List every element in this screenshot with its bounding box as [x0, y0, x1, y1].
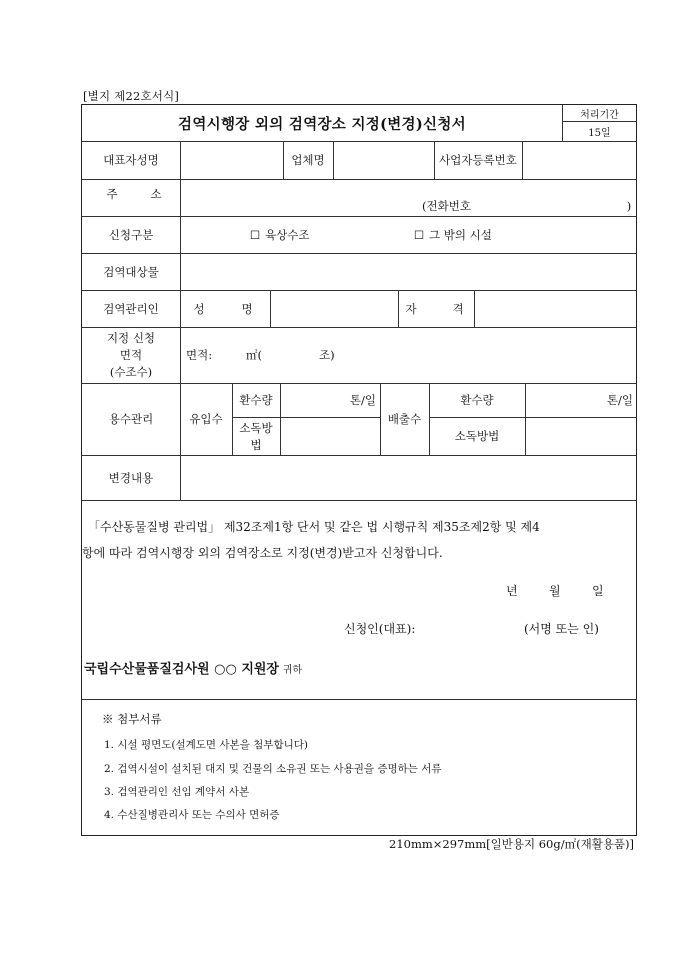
- quarantine-target-field[interactable]: [180, 253, 637, 290]
- application-form: [81, 104, 637, 836]
- address-label-right: 소: [150, 187, 162, 201]
- other-facility-option-label: 그 밖의 시설: [429, 227, 492, 242]
- recipient-suffix: 귀하: [282, 665, 303, 676]
- inflow-disinfect-label-line1: 소독방: [239, 420, 273, 435]
- processing-period-value: 15일: [588, 127, 611, 139]
- area-input-label: 면적:: [186, 348, 213, 362]
- inflow-disinfect-label-line2: 법: [250, 437, 262, 452]
- application-type-label: 신청구분: [108, 227, 154, 242]
- attachment-item: 2. 검역시설이 설치된 대지 및 건물의 소유권 또는 사용권을 증명하는 서류: [104, 763, 442, 775]
- form-number-label: [별지 제22호서식]: [83, 89, 180, 103]
- declaration-line-2: 항에 따라 검역시행장 외의 검역장소로 지정(변경)받고자 신청합니다.: [82, 546, 443, 560]
- paper-spec-footer: 210mm×297mm[일반용지 60g/㎡(재활용품)]: [389, 837, 634, 851]
- attachment-item: 4. 수산질병관리사 또는 수의사 면허증: [104, 809, 280, 821]
- manager-qualification-field[interactable]: [474, 290, 637, 327]
- inflow-disinfect-field[interactable]: [280, 417, 380, 455]
- designated-area-label-line1: 지정 신청: [106, 330, 156, 345]
- address-field[interactable]: [180, 179, 637, 216]
- land-tank-option-label: 육상수조: [265, 227, 310, 242]
- tank-count-unit-label: 조): [319, 348, 335, 362]
- representative-name-field[interactable]: [180, 141, 283, 179]
- declaration-line-1: 「수산동물질병 관리법」 제32조제1항 단서 및 같은 법 시행규칙 제35조제2항 및 제4: [88, 520, 540, 534]
- manager-name-label-a: 성: [193, 301, 205, 316]
- signature-label: (서명 또는 인): [524, 622, 599, 636]
- phone-close-paren: ): [626, 199, 632, 213]
- representative-name-label: 대표자성명: [103, 153, 159, 167]
- date-day-label: 일: [592, 584, 604, 598]
- company-name-field[interactable]: [333, 141, 434, 179]
- applicant-label: 신청인(대표):: [344, 622, 416, 636]
- discharge-exchange-label: 환수량: [460, 393, 494, 407]
- attachment-item: 3. 검역관리인 선임 계약서 사본: [104, 786, 250, 798]
- phone-number-label: (전화번호: [422, 199, 471, 213]
- discharge-disinfect-label: 소독방법: [454, 429, 500, 443]
- discharge-exchange-unit: 톤/일: [606, 393, 633, 407]
- manager-name-label-b: 명: [241, 301, 253, 316]
- inflow-water-label: 유입수: [189, 412, 223, 426]
- attachments-header: ※ 첨부서류: [102, 712, 162, 726]
- land-tank-checkbox[interactable]: ☐: [249, 227, 261, 242]
- other-facility-checkbox[interactable]: ☐: [413, 227, 425, 242]
- business-number-label: 사업자등록번호: [439, 153, 517, 167]
- water-management-label: 용수관리: [108, 412, 154, 426]
- manager-qualification-label-a: 자: [405, 301, 417, 316]
- discharge-disinfect-field[interactable]: [525, 417, 637, 455]
- change-details-field[interactable]: [180, 455, 637, 500]
- designated-area-label-line3: (수조수): [109, 365, 153, 379]
- inflow-exchange-label: 환수량: [239, 393, 273, 407]
- manager-name-field[interactable]: [270, 290, 398, 327]
- attachment-item: 1. 시설 평면도(설계도면 사본을 첨부합니다): [104, 739, 308, 751]
- recipient-name: 국립수산물품질검사원 ○○ 지원장: [84, 662, 279, 677]
- company-name-label: 업체명: [291, 153, 325, 167]
- inflow-exchange-unit: 톤/일: [349, 393, 376, 407]
- address-label-left: 주: [106, 187, 118, 201]
- discharge-water-label: 배출수: [387, 412, 422, 426]
- quarantine-manager-label: 검역관리인: [103, 301, 159, 316]
- designated-area-label-line2: 면적: [119, 347, 143, 362]
- quarantine-target-label: 검역대상물: [103, 264, 159, 279]
- manager-qualification-label-b: 격: [452, 301, 464, 316]
- form-title: 검역시행장 외의 검역장소 지정(변경)신청서: [178, 115, 466, 133]
- change-details-label: 변경내용: [108, 470, 154, 485]
- area-unit-label: ㎡(: [246, 348, 262, 362]
- date-month-label: 월: [549, 584, 561, 598]
- processing-period-label: 처리기간: [580, 109, 619, 121]
- business-number-field[interactable]: [522, 141, 637, 179]
- date-year-label: 년: [506, 584, 518, 598]
